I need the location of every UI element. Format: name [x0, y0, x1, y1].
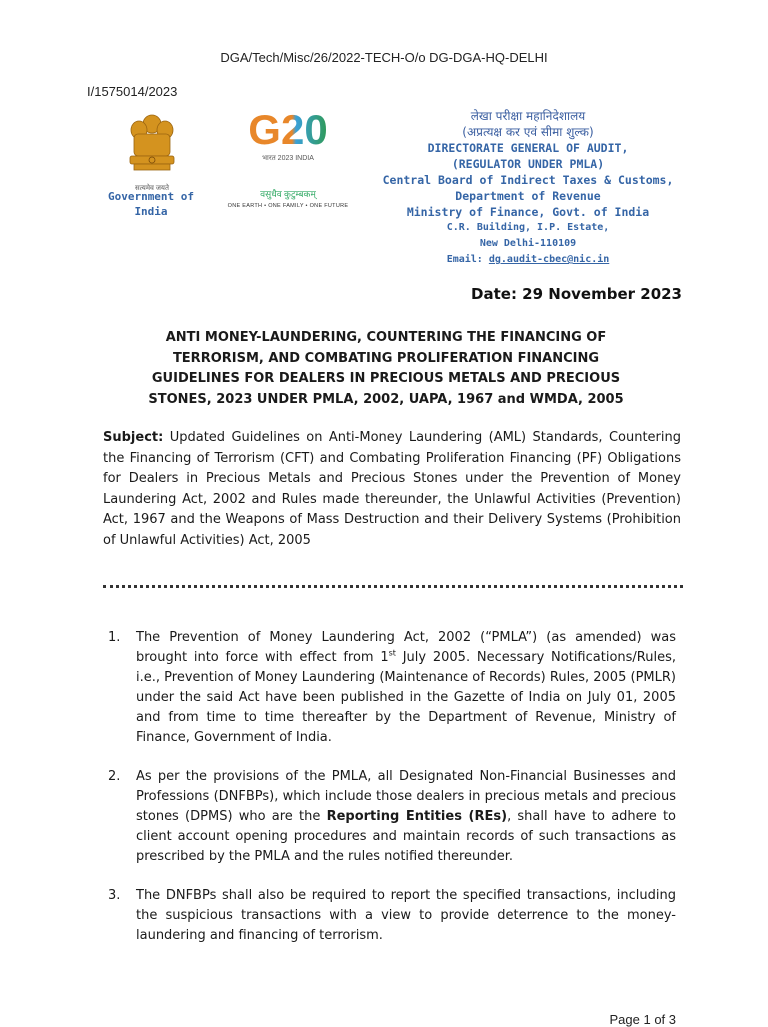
title-line-4: STONES, 2023 UNDER PMLA, 2002, UAPA, 1967 and WMDA, 2005 [148, 391, 624, 407]
address-line-6: C.R. Building, I.P. Estate, [446, 222, 610, 233]
title-line-3: GUIDELINES FOR DEALERS IN PRECIOUS METALS AND PRECIOUS [151, 371, 621, 386]
file-reference: DGA/Tech/Misc/26/2022-TECH-O/o DG-DGA-HQ-DELHI [220, 50, 548, 65]
email-label: Email: [446, 254, 489, 265]
paragraph-3 [108, 886, 676, 946]
email-link[interactable]: dg.audit-cbec@nic.in [488, 254, 610, 265]
address-block [372, 108, 684, 268]
g20-wordmark: G20 [248, 106, 328, 153]
g20-motto: वसुधैव कुटुम्बकम् [260, 189, 316, 199]
address-hindi-1: लेखा परीक्षा महानिदेशालय [470, 109, 586, 123]
page-number: Page 1 of 3 [609, 1012, 676, 1027]
document-date: Date: 29 November 2023 [471, 285, 682, 303]
title-line-1: ANTI MONEY-LAUNDERING, COUNTERING THE FINANCING OF [165, 330, 607, 345]
g20-logo [218, 108, 358, 209]
paragraph-number: 1. [108, 630, 121, 645]
paragraph-text: The DNFBPs shall also be required to report the specified transactions, including the suspicious transactions with a view to provide deterrence to the money-laundering and financing of terrorism. [136, 888, 676, 943]
g20-tagline: ONE EARTH • ONE FAMILY • ONE FUTURE [227, 203, 349, 209]
address-line-7: New Delhi-110109 [479, 238, 577, 249]
address-line-2: (REGULATOR UNDER PMLA) [451, 157, 605, 171]
paragraph-text-cont: , shall have to adhere to client account opening procedures and maintain records of such transactions as prescribed by the PMLA and the rules notified thereunder. [136, 809, 676, 864]
numbered-paragraphs [108, 628, 676, 965]
ordinal-suffix: st [388, 648, 396, 658]
government-of-india-label [92, 189, 210, 219]
title-line-2: TERRORISM, AND COMBATING PROLIFERATION FINANCING [172, 350, 600, 366]
gov-line-1: Government of [107, 190, 195, 203]
paragraph-text-cont: July 2005. Necessary Notifications/Rules, i.e., Prevention of Money Laundering (Maintenance of Records) Rules, 2005 (PMLR) under the said Act have been published in the Gazette of India on July 01, 2005 and from time to time thereafter by the Department of Revenue, Ministry of Finance, Government of India. [136, 650, 676, 745]
address-line-4: Department of Revenue [455, 189, 601, 203]
address-hindi-2: (अप्रत्यक्ष कर एवं सीमा शुल्क) [462, 125, 594, 139]
subject-label: Subject: [103, 430, 164, 445]
document-id: I/1575014/2023 [87, 84, 178, 99]
address-email-row [372, 252, 684, 268]
g20-logo-text [218, 108, 358, 152]
emblem-motto: सत्यमेव जयते [135, 184, 169, 192]
g20-subtitle: भारत 2023 INDIA [262, 155, 314, 162]
dotted-divider [103, 585, 683, 588]
paragraph-1 [108, 628, 676, 748]
address-line-3: Central Board of Indirect Taxes & Customs, [382, 173, 674, 187]
ashoka-emblem-icon [120, 108, 184, 178]
document-title [96, 328, 676, 410]
address-line-1: DIRECTORATE GENERAL OF AUDIT, [427, 141, 629, 155]
paragraph-text: The Prevention of Money Laundering Act, 2002 (“PMLA”) (as amended) was brought into force with effect from 1 [136, 630, 676, 665]
paragraph-number: 3. [108, 888, 121, 903]
address-line-5: Ministry of Finance, Govt. of India [406, 205, 650, 219]
gov-line-2: India [134, 205, 168, 218]
national-emblem [112, 108, 192, 193]
subject-paragraph [103, 428, 681, 551]
reporting-entities-term: Reporting Entities (REs) [326, 809, 508, 824]
subject-text: Updated Guidelines on Anti-Money Laundering (AML) Standards, Countering the Financing of Terrorism (CFT) and Combating Proliferation Financing (PF) Obligations for Dealers in Precious Metals and Precious Stones under the Prevention of Money Laundering Act, 2002 and Rules made thereunder, the Unlawful Activities (Prevention) Act, 1967 and the Weapons of Mass Destruction and their Delivery Systems (Prohibition of Unlawful Activities) Act, 2005 [103, 430, 681, 548]
paragraph-number: 2. [108, 769, 121, 784]
paragraph-text: As per the provisions of the PMLA, all Designated Non-Financial Businesses and Professions (DNFBPs), which include those dealers in precious metals and precious stones (DPMS) who are the [136, 769, 676, 824]
paragraph-2 [108, 767, 676, 867]
